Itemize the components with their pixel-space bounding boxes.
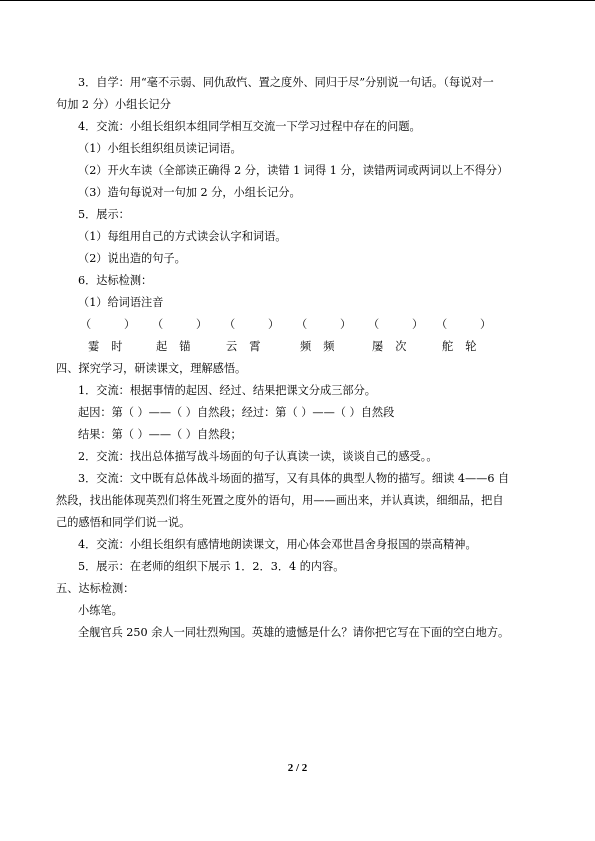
text-line: （1）每组用自己的方式读会认字和词语。 [78,230,287,243]
text-line: 小练笔。 [78,604,123,617]
text-line: 4．交流：小组长组织本组同学相互交流一下学习过程中存在的问题。 [78,120,421,133]
vocabulary-words-row [56,336,540,358]
text-line: （1）小组长组织组员读记词语。 [78,142,242,155]
pinyin-bracket: （ [368,318,380,331]
vocabulary-word: 频频 [300,340,347,353]
text-line: 然段，找出能体现英烈们将生死置之度外的语句，用——画出来，并认真读，细细品，把自 [56,494,504,507]
text-line: 结果：第（ ）——（ ）自然段； [78,428,242,441]
text-line: 己的感悟和同学们说一说。 [56,516,191,529]
page-top-border [0,0,595,1]
document-body [56,72,540,644]
pinyin-answer-row [56,314,540,336]
text-line: 5．展示： [78,208,130,221]
pinyin-bracket: ） [412,318,424,331]
text-line: 2．交流：找出总体描写战斗场面的句子认真读一读，谈谈自己的感受。。 [78,450,438,463]
pinyin-bracket: （ [296,318,308,331]
text-line: 五、达标检测： [56,582,135,595]
text-line: 4．交流：小组长组织有感情地朗读课文，用心体会邓世昌舍身报国的崇高精神。 [78,538,477,551]
vocabulary-word: 屡次 [372,340,419,353]
pinyin-bracket: （ [80,318,92,331]
vocabulary-word: 起锚 [156,340,203,353]
vocabulary-word: 霎时 [88,340,135,353]
text-line: （1）给词语注音 [78,296,164,309]
vocabulary-word: 云霄 [226,340,273,353]
text-line: 1．交流：根据事情的起因、经过、结果把课文分成三部分。 [78,384,376,397]
pinyin-bracket: （ [224,318,236,331]
pinyin-bracket: ） [196,318,208,331]
text-line: 起因：第（ ）——（ ）自然段；经过：第（ ）——（ ）自然段 [78,406,395,419]
pinyin-bracket: ） [124,318,136,331]
text-line: 全舰官兵 250 余人一同壮烈殉国。英雄的遗憾是什么？请你把它写在下面的空白地方。 [78,626,510,639]
page-number: 2 / 2 [287,762,308,774]
pinyin-bracket: ） [340,318,352,331]
pinyin-bracket: ） [480,318,492,331]
pinyin-bracket: ） [268,318,280,331]
text-line: 3．自学：用“毫不示弱、同仇敌忾、置之度外、同归于尽”分别说一句话。（每说对一 [78,76,494,89]
text-line: 5．展示：在老师的组织下展示 1．2．3．4 的内容。 [78,560,345,573]
text-line: 6．达标检测： [78,274,153,287]
text-line: 句加 2 分）小组长记分 [56,98,171,111]
text-line: 3．交流：文中既有总体战斗场面的描写，又有具体的典型人物的描写。细读 4——6 自 [78,472,510,485]
section-self-study [56,72,540,314]
text-line: （2）开火车读（全部读正确得 2 分，读错 1 词得 1 分，读错两词或两词以上不得分） [78,164,509,177]
text-line: （2）说出造的句子。 [78,252,186,265]
text-line: 四、探究学习，研读课文，理解感悟。 [56,362,247,375]
pinyin-bracket: （ [152,318,164,331]
vocabulary-word: 舵轮 [442,340,489,353]
section-explore-and-check [56,358,540,644]
pinyin-bracket: （ [436,318,448,331]
text-line: （3）造句每说对一句加 2 分，小组长记分。 [78,186,301,199]
